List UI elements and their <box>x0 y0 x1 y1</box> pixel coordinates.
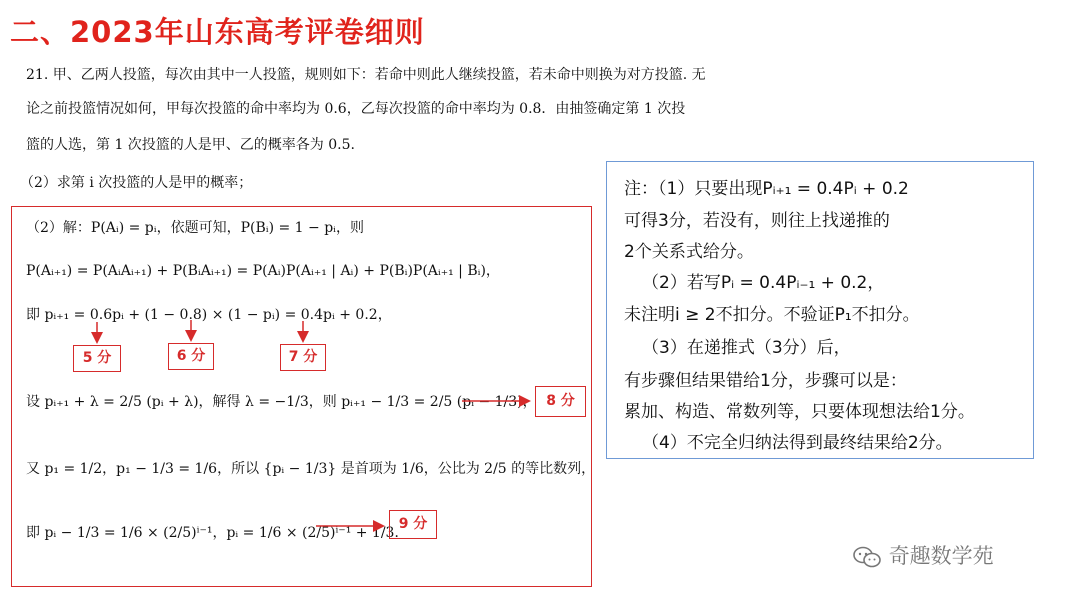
page-title: 二、2023年山东高考评卷细则 <box>10 15 425 49</box>
solution-line-1: （2）解：P(Aᵢ) = pᵢ，依题可知，P(Bᵢ) = 1 − pᵢ，则 <box>26 220 364 236</box>
wechat-icon <box>852 545 882 569</box>
solution-line-6: 即 pᵢ − 1/3 = 1/6 × (2/5)ⁱ⁻¹，pᵢ = 1/6 × (2/5)ⁱ⁻¹ + 1/3． <box>26 525 409 541</box>
note-line-2: 可得3分，若没有，则往上找递推的 <box>624 211 890 231</box>
solution-line-3: 即 pᵢ₊₁ = 0.6pᵢ + (1 − 0.8) × (1 − pᵢ) = 0.4pᵢ + 0.2， <box>26 307 392 323</box>
score-9: 9 分 <box>389 510 437 539</box>
score-7: 7 分 <box>280 344 326 371</box>
score-5: 5 分 <box>73 345 121 372</box>
problem-line-2: 论之前投篮情况如何，甲每次投篮的命中率均为 0.6，乙每次投篮的命中率均为 0.8．由抽签确定第 1 次投 <box>26 101 686 117</box>
problem-question: （2）求第 i 次投篮的人是甲的概率； <box>20 175 253 191</box>
solution-line-5: 又 p₁ = 1/2，p₁ − 1/3 = 1/6，所以 {pᵢ − 1/3} 是首项为 1/6，公比为 2/5 的等比数列， <box>26 461 596 477</box>
note-line-7: 有步骤但结果错给1分，步骤可以是： <box>624 371 907 391</box>
note-line-4: （2）若写Pᵢ = 0.4Pᵢ₋₁ + 0.2， <box>642 273 885 293</box>
watermark <box>852 540 994 570</box>
solution-line-4: 设 pᵢ₊₁ + λ = 2/5 (pᵢ + λ)，解得 λ = −1/3，则 pᵢ₊₁ − 1/3 = 2/5 (pᵢ − 1/3)， <box>26 394 537 410</box>
note-line-5: 未注明i ≥ 2不扣分。不验证P₁不扣分。 <box>624 305 920 325</box>
solution-line-2: P(Aᵢ₊₁) = P(AᵢAᵢ₊₁) + P(BᵢAᵢ₊₁) = P(Aᵢ)P(Aᵢ₊₁ | Aᵢ) + P(Bᵢ)P(Aᵢ₊₁ | Bᵢ)， <box>26 263 500 279</box>
problem-line-1: 21. 甲、乙两人投篮，每次由其中一人投篮，规则如下：若命中则此人继续投篮，若未命中则换为对方投篮. 无 <box>26 67 706 83</box>
note-line-8: 累加、构造、常数列等，只要体现想法给1分。 <box>624 402 975 422</box>
note-line-9: （4）不完全归纳法得到最终结果给2分。 <box>642 433 953 453</box>
score-8: 8 分 <box>535 386 586 417</box>
problem-line-3: 篮的人选，第 1 次投篮的人是甲、乙的概率各为 0.5. <box>26 137 355 153</box>
note-line-6: （3）在递推式（3分）后， <box>642 338 851 358</box>
note-line-3: 2个关系式给分。 <box>624 242 754 262</box>
watermark-text: 奇趣数学苑 <box>888 544 994 568</box>
score-6: 6 分 <box>168 343 214 370</box>
note-line-1: 注：（1）只要出现Pᵢ₊₁ = 0.4Pᵢ + 0.2 <box>624 179 909 199</box>
